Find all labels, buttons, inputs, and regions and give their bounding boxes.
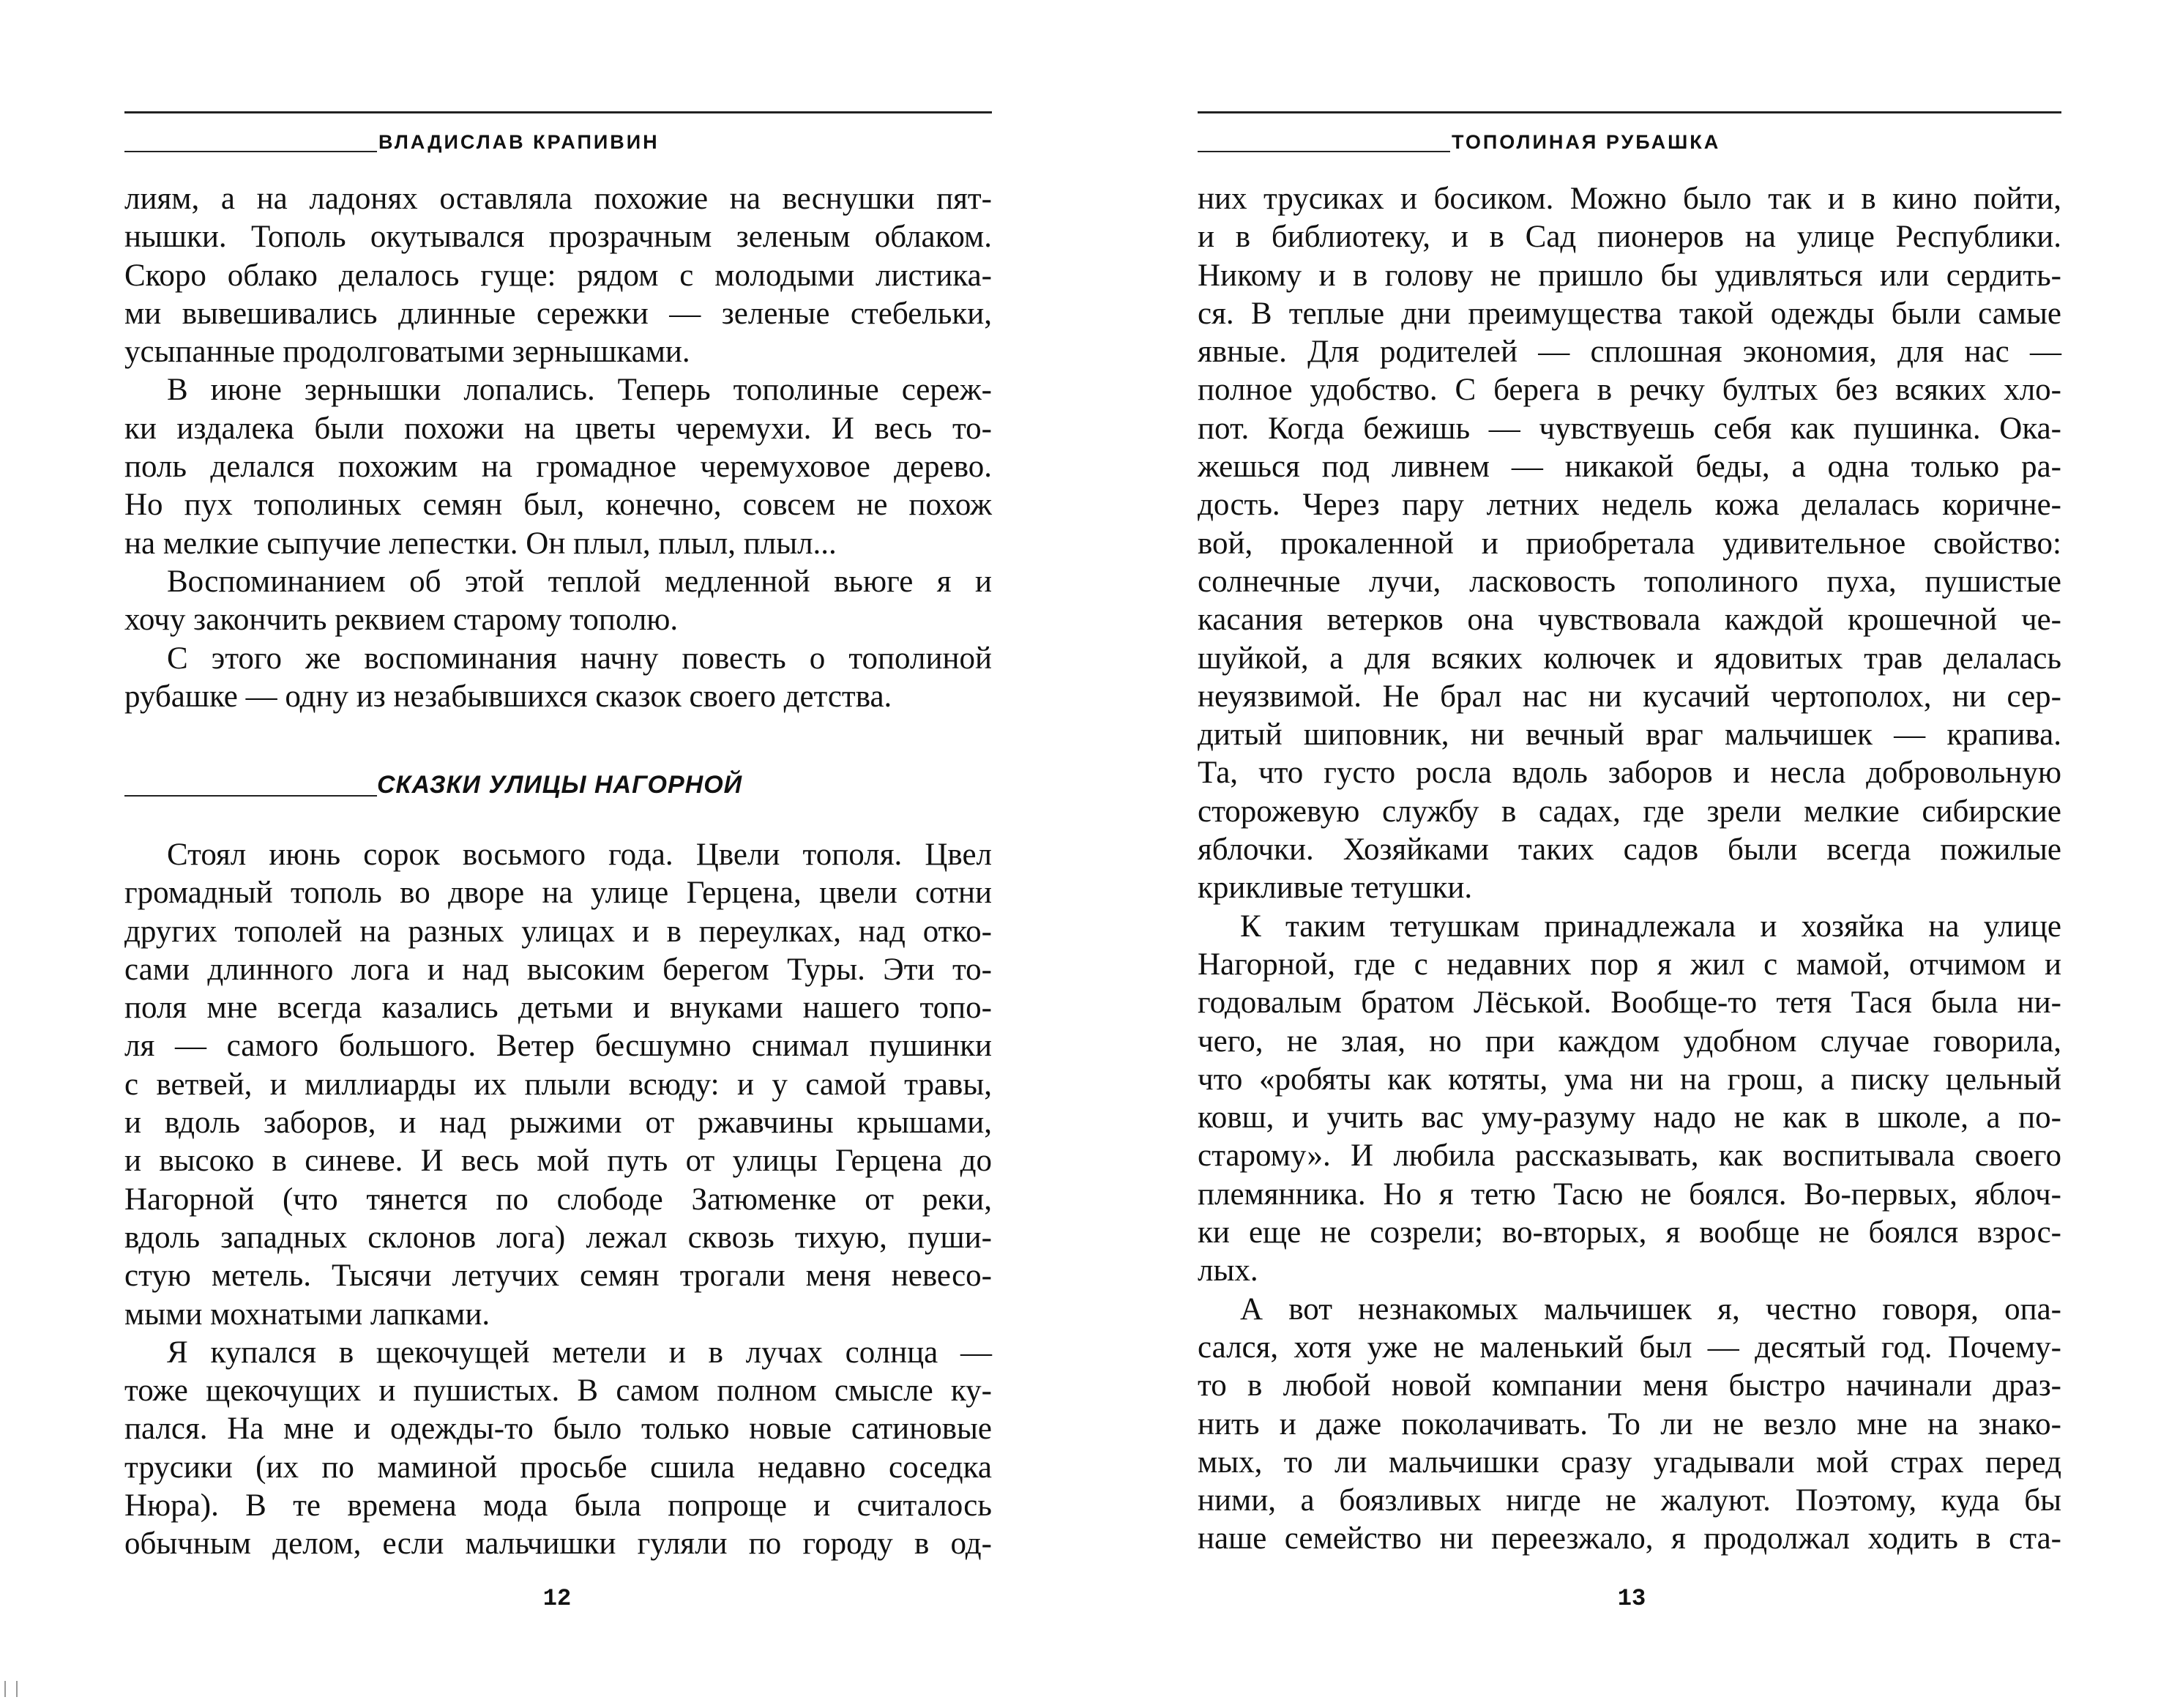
paragraph — [1198, 908, 2061, 1291]
text-line: сторожевую службу в садах, где зрели мелкие сибирские — [1198, 794, 2061, 829]
text-line: ковш, и учить вас уму-разуму надо не как в школе, а по- — [1198, 1100, 2061, 1135]
text-line: Нюра). В те времена мода была попроще и считалось — [124, 1488, 992, 1524]
text-line: поля мне всегда казались детьми и внуками нашего топо- — [124, 991, 992, 1026]
text-line: неуязвимой. Не брал нас ни кусачий чертополох, ни сер- — [1198, 679, 2061, 714]
text-line: усыпанные продолговатыми зернышками. — [124, 335, 690, 370]
right-page — [1198, 0, 2061, 1708]
text-line: жешься под ливнем — никакой беды, а одна только ра- — [1198, 450, 2061, 485]
text-line: них трусиках и босиком. Можно было так и в кино пойти, — [1198, 182, 2061, 216]
text-line: и в библиотеку, и в Сад пионеров на улице Республики. — [1198, 220, 2061, 255]
text-line: В июне зернышки лопались. Теперь тополиные сереж- — [167, 373, 992, 408]
text-line: наше семейство ни переезжало, я продолжал ходить в ста- — [1198, 1521, 2061, 1556]
section-title — [124, 767, 992, 802]
text-line: Скоро облако делалось гуще: рядом с молодыми листика- — [124, 258, 992, 293]
text-line: лиям, а на ладонях оставляла похожие на веснушки пят- — [124, 182, 992, 216]
text-line: А вот незнакомых мальчишек я, честно говоря, опа- — [1240, 1291, 2061, 1327]
text-line: солнечные лучи, ласковость тополиного пуха, пушистые — [1198, 564, 2061, 599]
text-line: тоже щекочущих и пушистых. В самом полном смысле ку- — [124, 1373, 992, 1409]
text-line: ки еще не созрели; во-вторых, я вообще не боялся взрос- — [1198, 1215, 2061, 1250]
text-line: то в любой новой компании меня быстро начинали драз- — [1198, 1368, 2061, 1403]
left-page — [124, 0, 992, 1708]
text-line: ки издалека были похожи на цветы черемухи. И весь то- — [124, 411, 992, 446]
paragraph — [124, 371, 992, 562]
paragraph — [1198, 180, 2061, 908]
text-line: рубашке — одну из незабывшихся сказок своего детства. — [124, 679, 892, 714]
text-line: Но пух тополиных семян был, конечно, совсем не похож — [124, 488, 992, 523]
paragraph — [124, 563, 992, 640]
paragraph — [124, 1334, 992, 1564]
header-leader-line — [1198, 151, 1450, 152]
text-block — [1198, 180, 2061, 1559]
text-line: стую метель. Тысячи летучих семян трогали меня невесо- — [124, 1258, 992, 1294]
running-header — [124, 129, 992, 155]
text-line: трусики (их по маминой просьбе сшила недавно соседка — [124, 1450, 992, 1485]
text-line: вой, прокаленной и приобретала удивительное свойство: — [1198, 526, 2061, 561]
text-line: ля — самого большого. Ветер бесшумно снимал пушинки — [124, 1029, 992, 1064]
text-line: нышки. Тополь окутывался прозрачным зеленым облаком. — [124, 220, 992, 255]
text-line: Воспоминанием об этой теплой медленной вьюге я и — [167, 564, 992, 599]
text-line: старому». И любила рассказывать, как воспитывала своего — [1198, 1138, 2061, 1174]
paragraph — [124, 836, 992, 1334]
text-line: К таким тетушкам принадлежала и хозяйка на улице — [1240, 909, 2061, 944]
text-block-bottom — [124, 836, 992, 1564]
text-line: племянника. Но я тетю Тасю не боялся. Во-первых, яблоч- — [1198, 1176, 2061, 1212]
text-line: других тополей на разных улицах и в переулках, над отко- — [124, 914, 992, 949]
text-line: лых. — [1198, 1253, 1258, 1289]
text-line: нить и даже поколачивать. То ли не везло мне на знако- — [1198, 1406, 2061, 1442]
text-line: Нагорной (что тянется по слободе Затюменке от реки, — [124, 1182, 992, 1217]
header-author: ВЛАДИСЛАВ КРАПИВИН — [378, 131, 660, 153]
header-title: ТОПОЛИНАЯ РУБАШКА — [1452, 131, 1721, 153]
text-line: дитый шиповник, ни вечный враг мальчишек — крапива. — [1198, 717, 2061, 753]
text-line: сался, хотя уже не маленький был — десятый год. Почему- — [1198, 1330, 2061, 1365]
paragraph — [124, 640, 992, 717]
text-line: ся. В теплые дни преимущества такой одежды были самые — [1198, 296, 2061, 331]
text-line: мыми мохнатыми лапками. — [124, 1297, 490, 1332]
text-line: сами длинного лога и над высоким берегом Туры. Эти то- — [124, 952, 992, 987]
paragraph — [124, 180, 992, 371]
text-line: с ветвей, и миллиарды их плыли всюду: и у самой травы, — [124, 1067, 992, 1102]
text-line: шуйкой, а для всяких колючек и ядовитых трав делалась — [1198, 641, 2061, 676]
text-line: на мелкие сыпучие лепестки. Он плыл, плыл, плыл... — [124, 526, 837, 561]
text-line: яблочки. Хозяйками таких садов были всегда пожилые — [1198, 832, 2061, 868]
text-line: обычным делом, если мальчишки гуляли по городу в од- — [124, 1526, 992, 1562]
text-line: и вдоль заборов, и над рыжими от ржавчины крышами, — [124, 1105, 992, 1141]
page-number: 12 — [542, 1585, 572, 1612]
section-title-text: СКАЗКИ УЛИЦЫ НАГОРНОЙ — [377, 771, 743, 799]
text-line: чего, не злая, но при каждом удобном случае говорила, — [1198, 1023, 2061, 1059]
binding-mark — [4, 1681, 18, 1697]
text-block-top — [124, 180, 992, 716]
text-line: пот. Когда бежишь — чувствуешь себя как пушинка. Ока- — [1198, 411, 2061, 446]
text-line: касания ветерков она чувствовала каждой крошечной че- — [1198, 603, 2061, 638]
text-line: хочу закончить реквием старому тополю. — [124, 603, 679, 638]
paragraph — [1198, 1291, 2061, 1559]
section-leader-line — [124, 795, 377, 797]
text-line: громадный тополь во дворе на улице Герцена, цвели сотни — [124, 876, 992, 911]
text-line: годовалым братом Лёськой. Вообще-то тетя Тася была ни- — [1198, 985, 2061, 1021]
text-line: пался. На мне и одежды-то было только новые сатиновые — [124, 1411, 992, 1447]
text-line: Нагорной, где с недавних пор я жил с мамой, отчимом и — [1198, 947, 2061, 982]
text-line: Стоял июнь сорок восьмого года. Цвели тополя. Цвел — [167, 838, 992, 872]
text-line: и высоко в синеве. И весь мой путь от улицы Герцена до — [124, 1144, 992, 1179]
text-line: что «робяты как котяты, ума ни на грош, а писку цельный — [1198, 1062, 2061, 1097]
text-line: С этого же воспоминания начну повесть о тополиной — [167, 641, 992, 676]
page-number: 13 — [1617, 1585, 1646, 1612]
text-line: Я купался в щекочущей метели и в лучах солнца — — [167, 1335, 992, 1370]
text-line: вдоль западных склонов лога) лежал сквозь тихую, пуши- — [124, 1220, 992, 1255]
text-line: ми вывешивались длинные сережки — зеленые стебельки, — [124, 296, 992, 331]
header-rule — [124, 111, 992, 113]
text-line: Та, что густо росла вдоль заборов и несла добровольную — [1198, 756, 2061, 791]
text-line: крикливые тетушки. — [1198, 870, 1473, 906]
text-line: Никому и в голову не пришло бы удивляться или сердить- — [1198, 258, 2061, 293]
text-line: ними, а боязливых нигде не жалуют. Поэтому, куда бы — [1198, 1483, 2061, 1518]
text-line: явные. Для родителей — сплошная экономия, для нас — — [1198, 335, 2061, 370]
text-line: мых, то ли мальчишки сразу угадывали мой страх перед — [1198, 1444, 2061, 1480]
text-line: дость. Через пару летних недель кожа делалась коричне- — [1198, 488, 2061, 523]
text-line: поль делался похожим на громадное черемуховое дерево. — [124, 450, 992, 485]
header-rule — [1198, 111, 2061, 113]
header-leader-line — [124, 151, 377, 152]
text-line: полное удобство. С берега в речку бултых без всяких хло- — [1198, 373, 2061, 408]
running-header — [1198, 129, 2061, 155]
